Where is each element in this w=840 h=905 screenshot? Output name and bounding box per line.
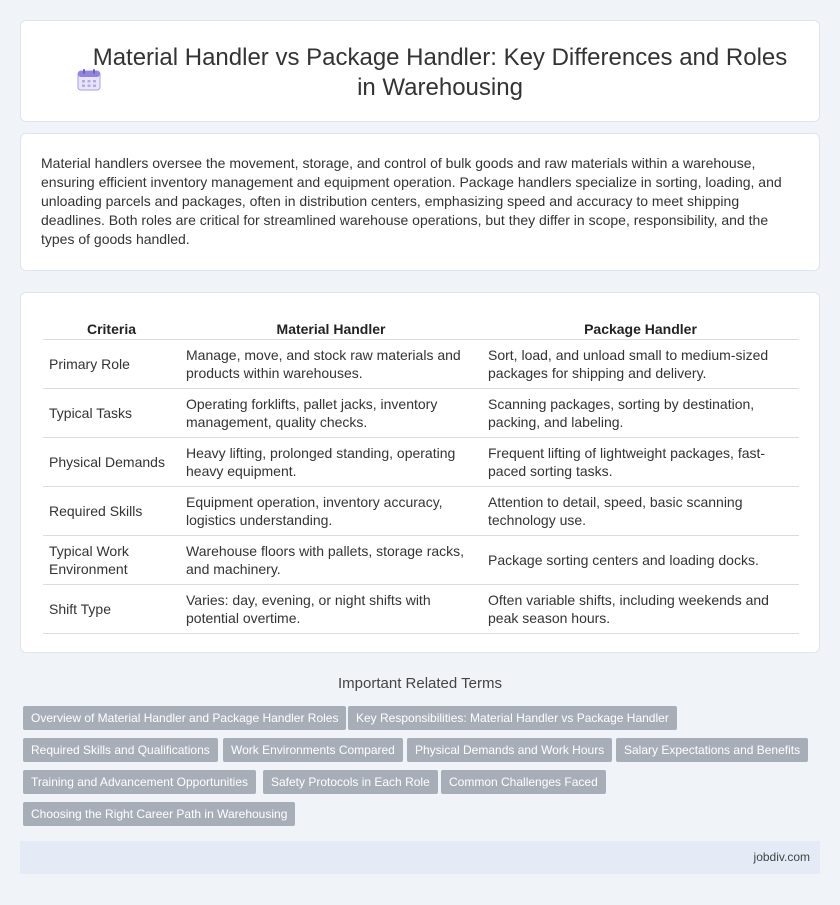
related-term-tag[interactable]: Work Environments Compared <box>223 738 403 762</box>
footer <box>20 841 820 874</box>
related-term-tag[interactable]: Key Responsibilities: Material Handler vs Package Handler <box>348 706 677 730</box>
related-term-tag[interactable]: Common Challenges Faced <box>441 770 606 794</box>
criteria-cell: Typical Work Environment <box>43 536 180 585</box>
material-handler-cell: Warehouse floors with pallets, storage racks, and machinery. <box>180 536 482 585</box>
intro-card <box>20 133 820 271</box>
table-row <box>43 389 799 438</box>
criteria-cell: Typical Tasks <box>43 389 180 438</box>
intro-paragraph: Material handlers oversee the movement, storage, and control of bulk goods and raw materials within a warehouse, ensuring efficient inventory management and equipment operation. Package handlers specialize in sorting, loading, and unloading parcels and packages, often in distribution centers, emphasizing speed and accuracy to meet shipping deadlines. Both roles are critical for streamlined warehouse operations, but they differ in scope, responsibility, and the types of goods handled. <box>41 155 782 247</box>
criteria-cell: Required Skills <box>43 487 180 536</box>
material-handler-cell: Heavy lifting, prolonged standing, operating heavy equipment. <box>180 438 482 487</box>
package-handler-cell: Sort, load, and unload small to medium-sized packages for shipping and delivery. <box>482 340 799 389</box>
package-handler-cell: Package sorting centers and loading docks. <box>482 536 799 585</box>
table-header-row <box>43 313 799 340</box>
related-terms-title: Important Related Terms <box>338 675 502 692</box>
header-card <box>20 20 820 122</box>
table-row <box>43 340 799 389</box>
related-term-tag[interactable]: Overview of Material Handler and Package Handler Roles <box>23 706 346 730</box>
table-row <box>43 487 799 536</box>
header-material-handler: Material Handler <box>180 313 482 340</box>
related-term-tag[interactable]: Salary Expectations and Benefits <box>616 738 808 762</box>
table-row <box>43 438 799 487</box>
related-term-tag[interactable]: Physical Demands and Work Hours <box>407 738 612 762</box>
related-term-tag[interactable]: Training and Advancement Opportunities <box>23 770 256 794</box>
page-title: Material Handler vs Package Handler: Key Differences and Roles in Warehousing <box>92 44 788 101</box>
related-term-tag[interactable]: Choosing the Right Career Path in Warehousing <box>23 802 295 826</box>
comparison-table-card <box>20 292 820 653</box>
material-handler-cell: Equipment operation, inventory accuracy, logistics understanding. <box>180 487 482 536</box>
table-row <box>43 585 799 634</box>
package-handler-cell: Attention to detail, speed, basic scanning technology use. <box>482 487 799 536</box>
material-handler-cell: Manage, move, and stock raw materials and products within warehouses. <box>180 340 482 389</box>
related-term-tag[interactable]: Required Skills and Qualifications <box>23 738 218 762</box>
header-criteria: Criteria <box>43 313 180 340</box>
criteria-cell: Primary Role <box>43 340 180 389</box>
related-term-tag[interactable]: Safety Protocols in Each Role <box>263 770 438 794</box>
comparison-table <box>43 313 799 634</box>
site-name[interactable]: jobdiv.com <box>753 850 810 864</box>
package-handler-cell: Frequent lifting of lightweight packages, fast-paced sorting tasks. <box>482 438 799 487</box>
header-package-handler: Package Handler <box>482 313 799 340</box>
criteria-cell: Physical Demands <box>43 438 180 487</box>
criteria-cell: Shift Type <box>43 585 180 634</box>
table-row <box>43 536 799 585</box>
package-handler-cell: Scanning packages, sorting by destination, packing, and labeling. <box>482 389 799 438</box>
material-handler-cell: Operating forklifts, pallet jacks, inventory management, quality checks. <box>180 389 482 438</box>
material-handler-cell: Varies: day, evening, or night shifts with potential overtime. <box>180 585 482 634</box>
package-handler-cell: Often variable shifts, including weekends and peak season hours. <box>482 585 799 634</box>
